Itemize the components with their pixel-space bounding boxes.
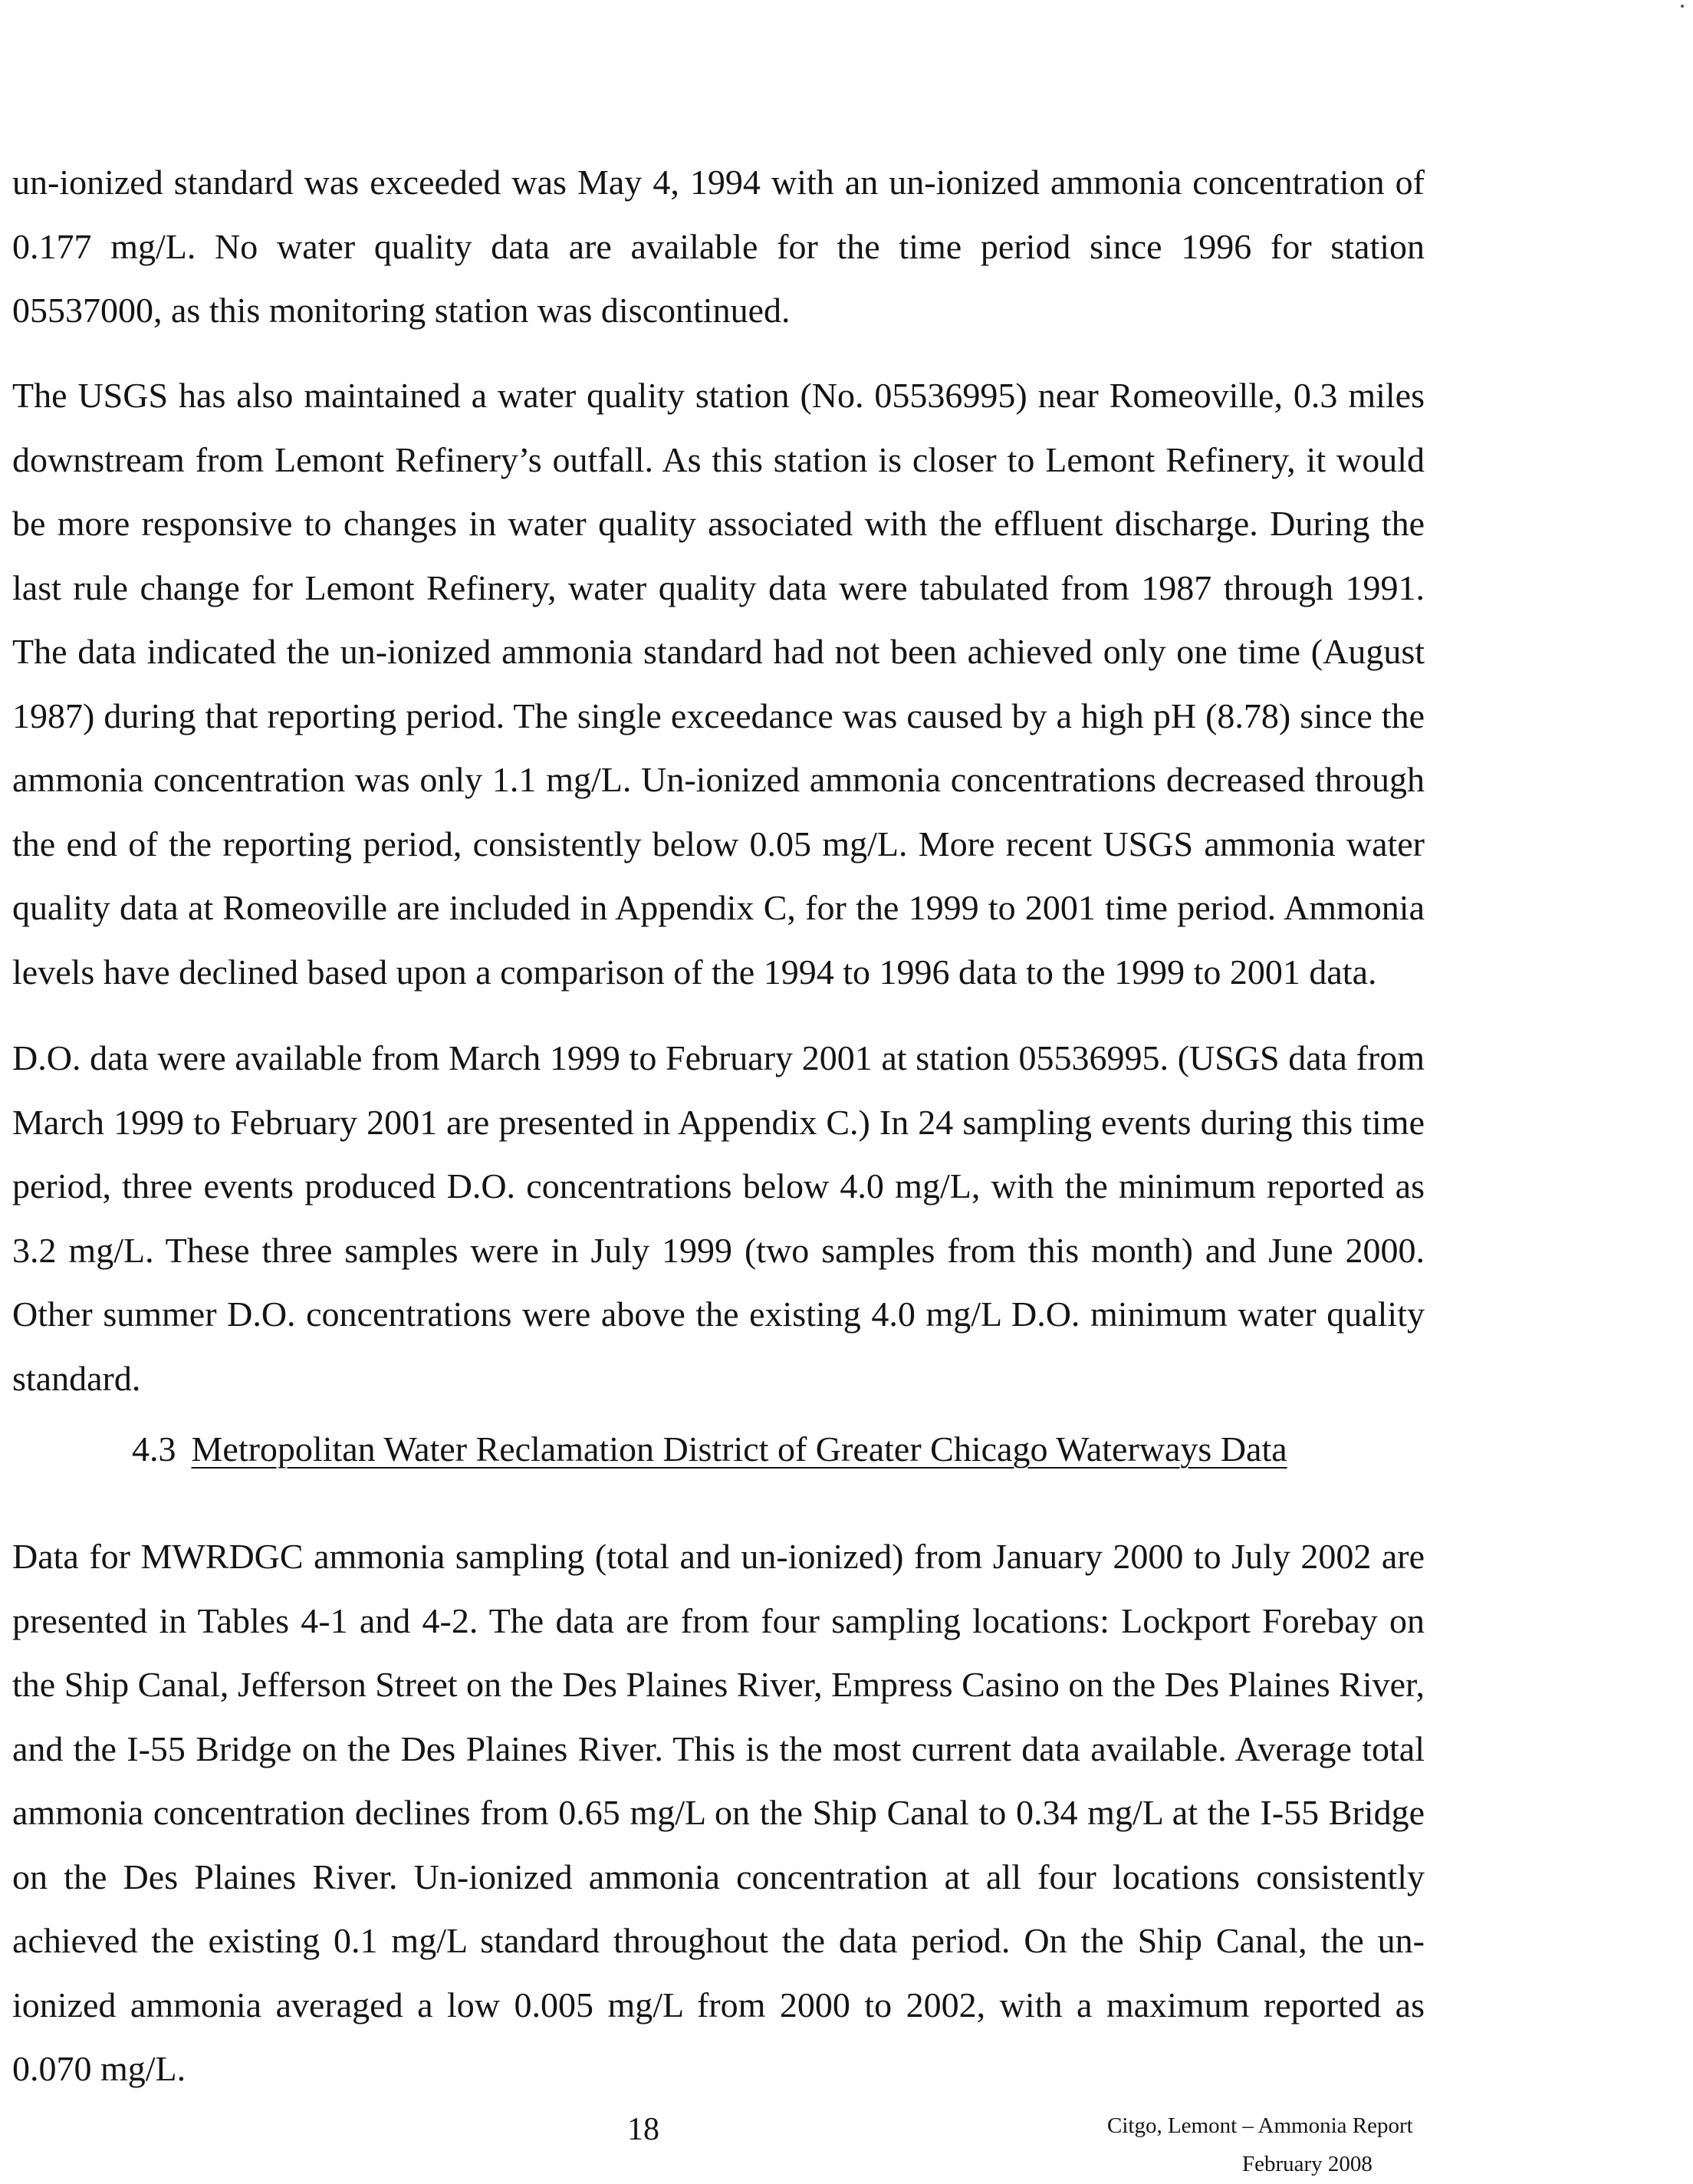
section-heading (132, 1428, 1287, 1471)
paragraph-mwrdgc-data: Data for MWRDGC ammonia sampling (total and un-ionized) from January 2000 to July 2002 are presented in Tables 4-1 and 4-2. The data are from four sampling locations: Lockport Forebay on the Ship Canal, Jefferson Street on the Des Plaines River, Empress Casino on the Des Plaines River, and the I-55 Bridge on the Des Plaines River. This is the most current data available. Average total ammonia concentration declines from 0.65 mg/L on the Ship Canal to 0.34 mg/L at the I-55 Bridge on the Des Plaines River. Un-ionized ammonia concentration at all four locations consistently achieved the existing 0.1 mg/L standard throughout the data period. On the Ship Canal, the un-ionized ammonia averaged a low 0.005 mg/L from 2000 to 2002, with a maximum reported as 0.070 mg/L. (12, 1537, 1425, 2088)
paragraph-romeoville-station: The USGS has also maintained a water quality station (No. 05536995) near Romeoville, 0.3 miles downstream from Lemont Refinery’s outfall. As this station is closer to Lemont Refinery, it would be more responsive to changes in water quality associated with the effluent discharge. During the last rule change for Lemont Refinery, water quality data were tabulated from 1987 through 1991. The data indicated the un-ionized ammonia standard had not been achieved only one time (August 1987) during that reporting period. The single exceedance was caused by a high pH (8.78) since the ammonia concentration was only 1.1 mg/L. Un-ionized ammonia concentrations decreased through the end of the reporting period, consistently below 0.05 mg/L. More recent USGS ammonia water quality data at Romeoville are included in Appendix C, for the 1999 to 2001 time period. Ammonia levels have declined based upon a comparison of the 1994 to 1996 data to the 1999 to 2001 data. (12, 376, 1425, 992)
paragraph-station-05537000: un-ionized standard was exceeded was May 4, 1994 with an un-ionized ammonia concentration of 0.177 mg/L. No water quality data are available for the time period since 1996 for station 05537000, as this monitoring station was discontinued. (12, 163, 1425, 330)
page-number: 18 (627, 2112, 659, 2147)
scan-mark (1681, 5, 1684, 8)
section-number: 4.3 (132, 1429, 176, 1469)
footer-report-title: Citgo, Lemont – Ammonia Report (1107, 2113, 1413, 2138)
footer-date: February 2008 (1242, 2152, 1372, 2176)
section-title: Metropolitan Water Reclamation District of Greater Chicago Waterways Data (191, 1429, 1287, 1469)
paragraph-dissolved-oxygen: D.O. data were available from March 1999 to February 2001 at station 05536995. (USGS data from March 1999 to February 2001 are presented in Appendix C.) In 24 sampling events during this time period, three events produced D.O. concentrations below 4.0 mg/L, with the minimum reported as 3.2 mg/L. These three samples were in July 1999 (two samples from this month) and June 2000. Other summer D.O. concentrations were above the existing 4.0 mg/L D.O. minimum water quality standard. (12, 1038, 1425, 1398)
